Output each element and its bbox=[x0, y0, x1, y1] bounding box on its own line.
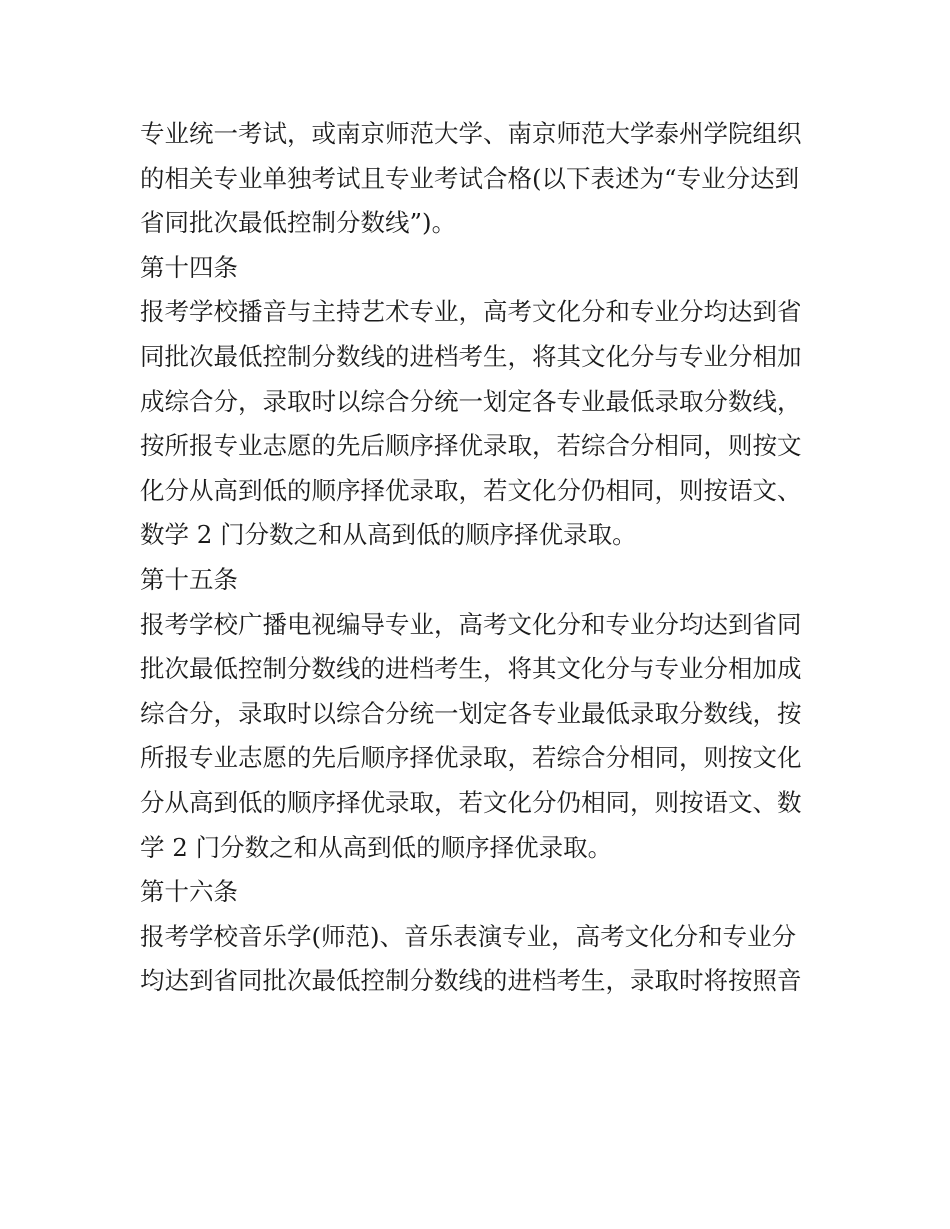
text-line: 报考学校播音与主持艺术专业，高考文化分和专业分均达到省 bbox=[140, 297, 802, 327]
text-line: 的相关专业单独考试且专业考试合格(以下表述为“专业分达到 bbox=[140, 163, 800, 193]
text-line: 均达到省同批次最低控制分数线的进档考生，录取时将按照音 bbox=[140, 966, 802, 996]
text-line: 批次最低控制分数线的进档考生，将其文化分与专业分相加成 bbox=[140, 654, 802, 684]
article-heading: 第十五条 bbox=[140, 564, 238, 594]
text-line: 省同批次最低控制分数线”)。 bbox=[140, 208, 457, 238]
article-heading: 第十六条 bbox=[140, 877, 238, 907]
article-15 bbox=[140, 558, 820, 870]
text-line: 学 2 门分数之和从高到低的顺序择优录取。 bbox=[140, 832, 613, 862]
text-line: 同批次最低控制分数线的进档考生，将其文化分与专业分相加 bbox=[140, 341, 802, 371]
article-16 bbox=[140, 870, 820, 1004]
text-line: 所报专业志愿的先后顺序择优录取，若综合分相同，则按文化 bbox=[140, 743, 802, 773]
document-page bbox=[140, 112, 820, 1004]
text-line: 化分从高到低的顺序择优录取，若文化分仍相同，则按语文、 bbox=[140, 475, 802, 505]
text-line: 分从高到低的顺序择优录取，若文化分仍相同，则按语文、数 bbox=[140, 787, 802, 817]
text-line: 综合分，录取时以综合分统一划定各专业最低录取分数线，按 bbox=[140, 698, 802, 728]
text-line: 成综合分，录取时以综合分统一划定各专业最低录取分数线， bbox=[140, 386, 802, 416]
text-line: 按所报专业志愿的先后顺序择优录取，若综合分相同，则按文 bbox=[140, 431, 802, 461]
text-line: 报考学校广播电视编导专业，高考文化分和专业分均达到省同 bbox=[140, 609, 802, 639]
text-line: 报考学校音乐学(师范)、音乐表演专业，高考文化分和专业分 bbox=[140, 921, 797, 951]
text-line: 专业统一考试，或南京师范大学、南京师范大学泰州学院组织 bbox=[140, 119, 802, 148]
intro-paragraph bbox=[140, 112, 820, 246]
article-heading: 第十四条 bbox=[140, 252, 238, 282]
article-14 bbox=[140, 246, 820, 558]
text-line: 数学 2 门分数之和从高到低的顺序择优录取。 bbox=[140, 520, 637, 550]
